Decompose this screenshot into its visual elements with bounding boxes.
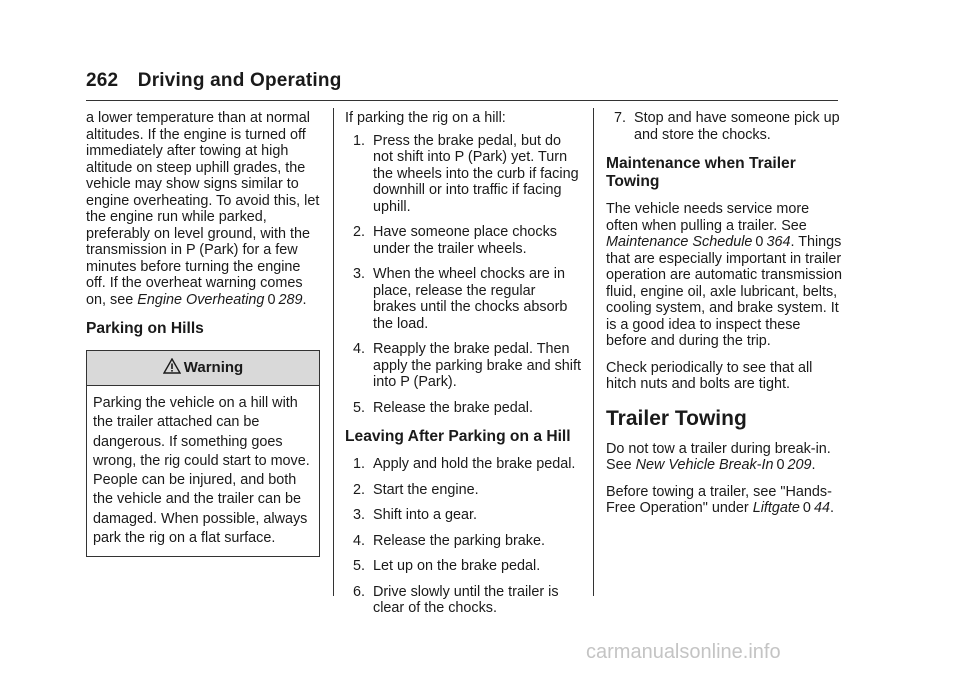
list-item: 4. Reapply the brake pedal. Then apply the parking brake and shift into P (Park). <box>353 341 581 390</box>
list-item: 4. Release the parking brake. <box>353 532 545 549</box>
leaving-steps-list <box>345 456 581 617</box>
page-header <box>86 70 342 92</box>
page-ref-icon: 0 <box>802 500 811 516</box>
column-divider <box>333 108 334 596</box>
check-paragraph: Check periodically to see that all hitch nuts and bolts are tight. <box>606 359 813 392</box>
column-divider <box>593 108 594 596</box>
towing-paragraph: Do not tow a trailer during break-in. See New Vehicle Break-In 0 209. <box>606 440 831 473</box>
parking-on-hills-heading: Parking on Hills <box>86 320 204 337</box>
list-item: 2. Start the engine. <box>353 481 479 498</box>
watermark: carmanualsonline.info <box>586 641 781 663</box>
hill-intro: If parking the rig on a hill: <box>345 110 506 126</box>
page-ref-icon: 0 <box>776 457 785 473</box>
intro-paragraph <box>86 110 322 308</box>
header-rule <box>86 100 838 101</box>
cross-reference-link[interactable]: Liftgate <box>752 500 800 516</box>
page-ref-icon: 0 <box>267 291 276 308</box>
warning-title: Warning <box>183 358 244 376</box>
list-item: 1. Apply and hold the brake pedal. <box>353 456 576 472</box>
column-1 <box>86 110 322 557</box>
page-ref-number[interactable]: 209 <box>787 457 812 473</box>
list-item: 1. Press the brake pedal, but do not shift into P (Park) yet. Turn the wheels into the curb if facing downhill or into traffic if facing uphill. <box>353 132 579 215</box>
trailer-towing-heading: Trailer Towing <box>606 406 747 430</box>
warning-box <box>86 350 320 557</box>
page-ref-number[interactable]: 289 <box>278 291 303 308</box>
leaving-steps-continued <box>606 110 842 143</box>
page-ref-icon: 0 <box>755 234 764 250</box>
intro-text: a lower temperature than at normal altitudes. If the engine is turned off immediately after towing at high altitude on steep uphill grades, the vehicle may show signs similar to engine overheating. To avoid this, let the engine run while parked, preferably on level ground, with the transmission in P (Park) for a few minutes before turning the engine off. If the overheat warning comes on, see <box>86 110 320 308</box>
list-item: 5. Release the brake pedal. <box>353 399 534 416</box>
list-item: 2. Have someone place chocks under the trailer wheels. <box>353 224 557 257</box>
warning-triangle-icon <box>163 358 181 379</box>
warning-header <box>87 351 319 386</box>
before-towing-paragraph: Before towing a trailer, see "Hands-Free Operation" under Liftgate 0 44. <box>606 483 834 516</box>
hill-steps-list <box>345 133 581 417</box>
cross-reference-link[interactable]: Maintenance Schedule <box>606 234 753 250</box>
section-title: Driving and Operating <box>137 70 342 91</box>
list-item: 5. Let up on the brake pedal. <box>353 558 541 574</box>
list-item: 3. When the wheel chocks are in place, release the regular brakes until the chocks absorb the load. <box>353 266 568 332</box>
maintenance-paragraph: The vehicle needs service more often when pulling a trailer. See Maintenance Schedule 0 364. Things that are especially important in trailer operation are automatic transmission fluid, engine oil, axle lubricant, belts, cooling system, and brake system. It is a good idea to inspect these before and during the trip. <box>606 201 842 349</box>
column-3 <box>606 110 842 527</box>
list-item: 6. Drive slowly until the trailer is clear of the chocks. <box>353 583 559 616</box>
cross-reference-link[interactable]: New Vehicle Break-In <box>635 457 774 473</box>
column-2 <box>345 110 581 626</box>
page-number: 262 <box>86 70 119 91</box>
leaving-after-parking-heading: Leaving After Parking on a Hill <box>345 428 571 445</box>
page-ref-number[interactable]: 44 <box>813 500 830 516</box>
warning-text: Parking the vehicle on a hill with the trailer attached can be dangerous. If something goes wrong, the rig could start to move. People can be injured, and both the vehicle and the trailer can be damaged. When possible, always park the rig on a flat surface. <box>93 395 310 547</box>
cross-reference-link[interactable]: Engine Overheating <box>137 291 265 308</box>
page-ref-number[interactable]: 364 <box>766 234 791 250</box>
list-item: 3. Shift into a gear. <box>353 507 478 523</box>
punctuation: . <box>302 291 307 308</box>
list-item: 7. Stop and have someone pick up and store the chocks. <box>614 110 840 143</box>
maintenance-heading: Maintenance when Trailer Towing <box>606 155 796 190</box>
